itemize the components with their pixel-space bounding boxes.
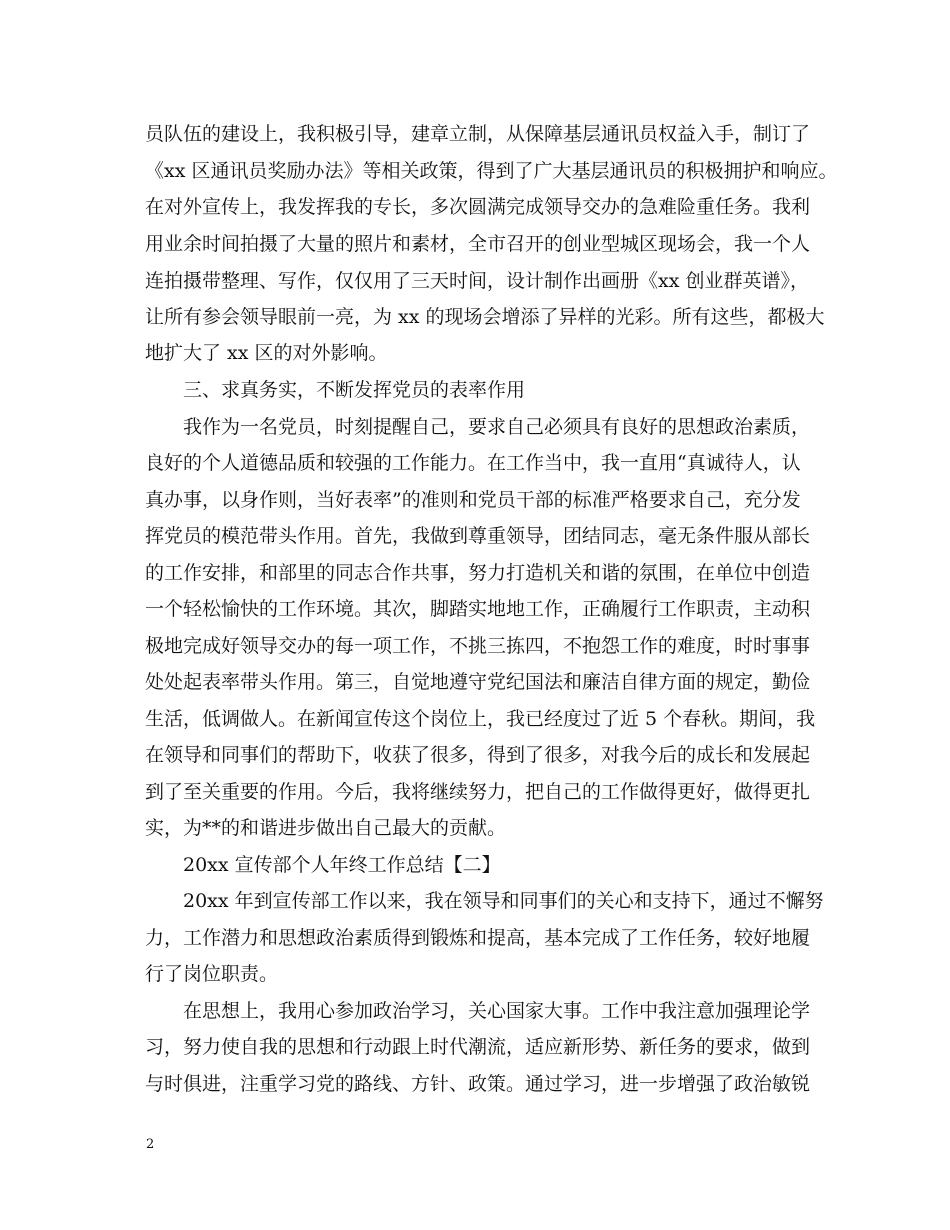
text-line: 在思想上，我用心参加政治学习，关心国家大事。工作中我注意加强理论学 [183,1000,811,1022]
text-line: 真办事，以身作则，当好表率”的准则和党员干部的标准严格要求自己，充分发 [145,489,801,511]
text-line: 习，努力使自我的思想和行动跟上时代潮流，适应新形势、新任务的要求，做到 [145,1036,811,1058]
text-line: 力，工作潜力和思想政治素质得到锻炼和提高，基本完成了工作任务，较好地履 [145,927,811,949]
text-line: 挥党员的模范带头作用。首先，我做到尊重领导，团结同志，毫无条件服从部长 [145,525,811,547]
text-line: 一个轻松愉快的工作环境。其次，脚踏实地地工作，正确履行工作职责，主动积 [145,598,811,620]
text-line: 连拍摄带整理、写作，仅仅用了三天时间，设计制作出画册《xx 创业群英谱》， [145,270,809,292]
text-line: 在领导和同事们的帮助下，收获了很多，得到了很多，对我今后的成长和发展起 [145,744,811,766]
text-line: 到了至关重要的作用。今后，我将继续努力，把自己的工作做得更好，做得更扎 [145,781,811,803]
text-line: 《xx 区通讯员奖励办法》等相关政策，得到了广大基层通讯员的积极拥护和响应。 [145,160,838,182]
text-line: 生活，低调做人。在新闻宣传这个岗位上，我已经度过了近 5 个春秋。期间，我 [145,708,816,730]
section-heading: 三、求真务实，不断发挥党员的表率作用 [183,379,526,401]
text-line: 员队伍的建设上，我积极引导，建章立制，从保障基层通讯员权益入手，制订了 [145,123,811,145]
text-line: 用业余时间拍摄了大量的照片和素材，全市召开的创业型城区现场会，我一个人 [145,233,811,255]
text-line: 的工作安排，和部里的同志合作共事，努力打造机关和谐的氛围，在单位中创造 [145,562,811,584]
text-line: 处处起表率带头作用。第三，自觉地遵守党纪国法和廉洁自律方面的规定，勤俭 [145,671,811,693]
text-line: 行了岗位职责。 [145,963,279,985]
text-line: 实，为**的和谐进步做出自己最大的贡献。 [145,817,507,839]
text-line: 我作为一名党员，时刻提醒自己，要求自己必须具有良好的思想政治素质， [183,416,811,438]
text-line: 极地完成好领导交办的每一项工作，不挑三拣四，不抱怨工作的难度，时时事事 [145,635,811,657]
text-line: 与时俱进，注重学习党的路线、方针、政策。通过学习，进一步增强了政治敏锐 [145,1073,811,1095]
page-number: 2 [146,1137,155,1152]
text-line: 20xx 年到宣传部工作以来，我在领导和同事们的关心和支持下，通过不懈努 [183,890,824,912]
text-line: 让所有参会领导眼前一亮，为 xx 的现场会增添了异样的光彩。所有这些，都极大 [145,306,825,328]
text-line: 良好的个人道德品质和较强的工作能力。在工作当中，我一直用“真诚待人，认 [145,452,801,474]
text-line: 在对外宣传上，我发挥我的专长，多次圆满完成领导交办的急难险重任务。我利 [145,196,811,218]
section-heading: 20xx 宣传部个人年终工作总结【二】 [183,854,501,876]
text-line: 地扩大了 xx 区的对外影响。 [145,342,388,364]
